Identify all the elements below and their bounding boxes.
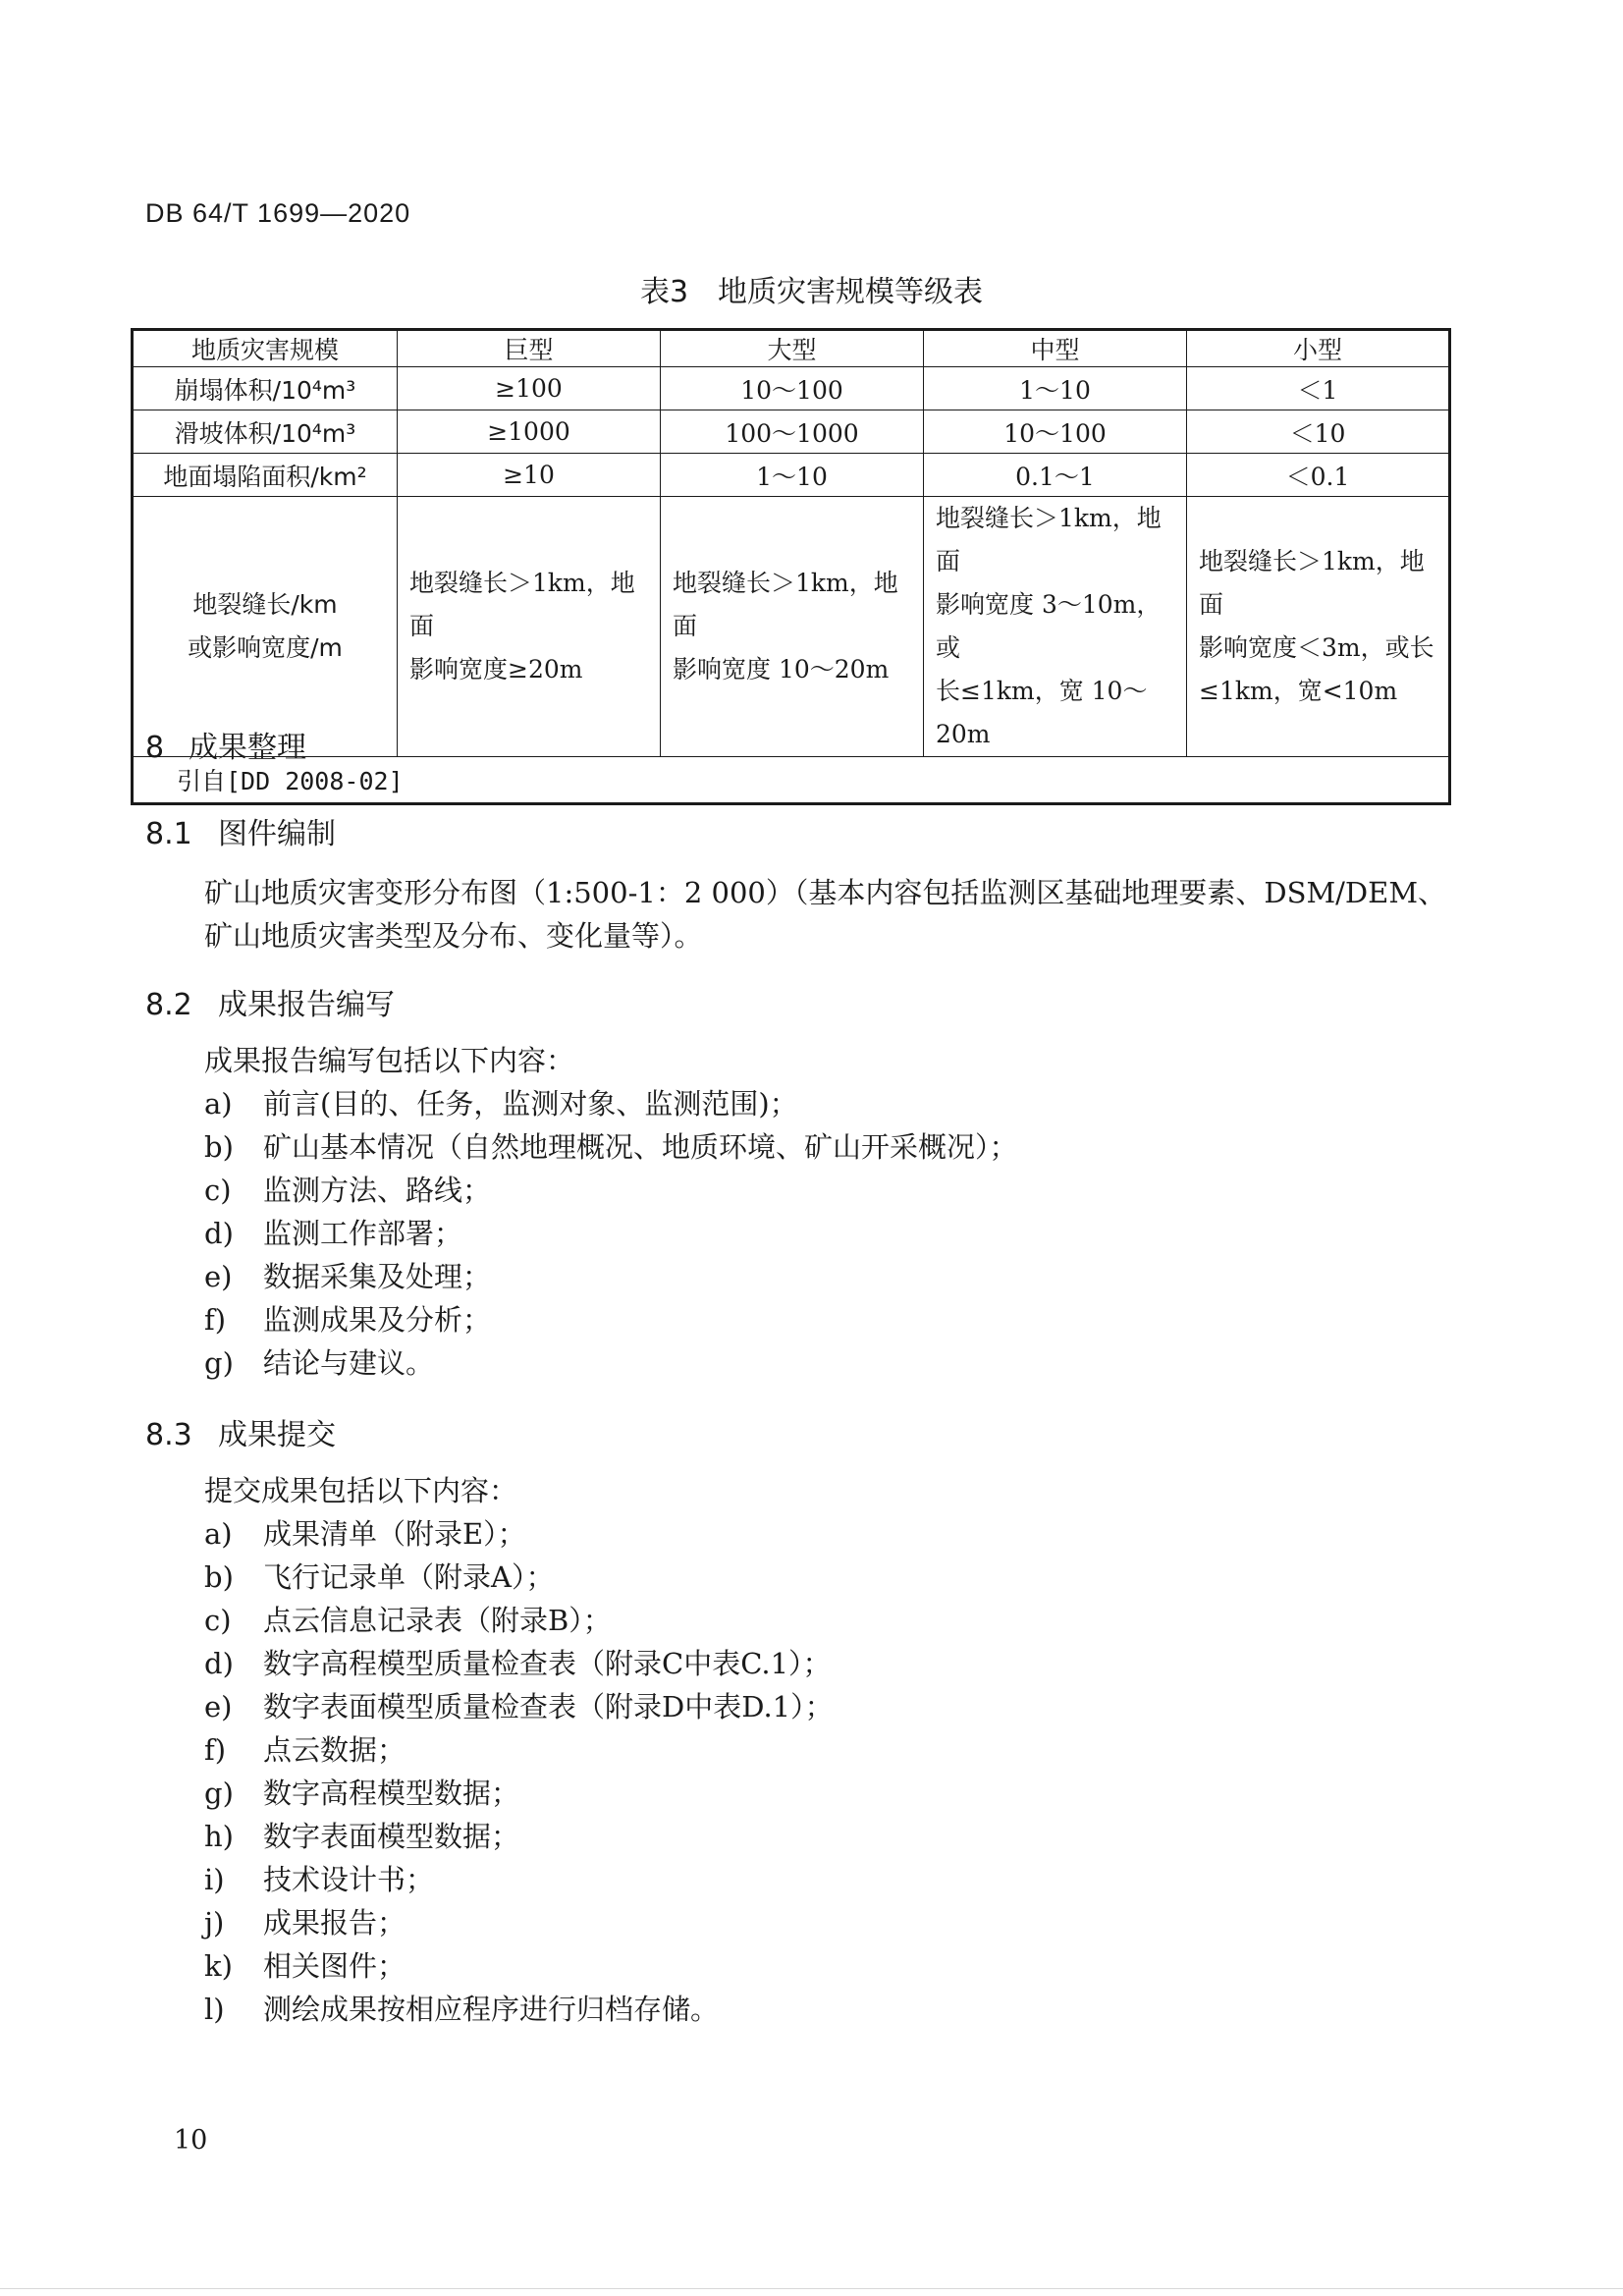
list-item [204, 1685, 834, 1728]
list-text: 相关图件； [263, 1949, 406, 1983]
table-cell: ＜10 [1187, 410, 1450, 454]
section-8-1-heading [145, 809, 336, 852]
list-item [204, 1255, 1018, 1298]
row-label: 地面塌陷面积/km² [133, 454, 398, 497]
list-label: b) [204, 1560, 234, 1594]
column-header: 地质灾害规模 [133, 330, 398, 367]
table-cell: ＜1 [1187, 367, 1450, 410]
list-item [204, 1642, 834, 1685]
list-label: j) [204, 1906, 225, 1940]
row-label-line: 或影响宽度/m [188, 633, 343, 662]
list-item [204, 1988, 834, 2031]
row-label: 崩塌体积/10⁴m³ [133, 367, 398, 410]
row-label [133, 497, 398, 757]
section-title: 成果提交 [218, 1418, 336, 1452]
cell-line: 地裂缝长＞1km，地面 [936, 504, 1162, 575]
table-cell: ≥100 [398, 367, 661, 410]
list-item [204, 1341, 1018, 1385]
page-edge-divider [0, 2288, 1623, 2289]
cell-line: 地裂缝长＞1km，地面 [409, 569, 635, 640]
list-label: e) [204, 1260, 233, 1293]
table-cell [661, 497, 924, 757]
list-label: k) [204, 1949, 233, 1983]
list-text: 监测方法、路线； [263, 1174, 492, 1207]
list-label: d) [204, 1647, 234, 1680]
table-cell: 1～10 [661, 454, 924, 497]
cell-line: 影响宽度≥20m [409, 655, 583, 683]
list-label: b) [204, 1130, 234, 1164]
list-item [204, 1728, 834, 1772]
cell-line: 影响宽度＜3m，或长 [1199, 633, 1434, 662]
list-text: 矿山基本情况（自然地理概况、地质环境、矿山开采概况）； [263, 1130, 1018, 1164]
table-cell [1187, 497, 1450, 757]
list-label: f) [204, 1303, 227, 1337]
hazard-scale-table [131, 328, 1451, 805]
document-code: DB 64/T 1699—2020 [145, 198, 411, 228]
list-label: a) [204, 1517, 233, 1551]
section-number: 8.3 [145, 1418, 192, 1452]
list-item [204, 1815, 834, 1858]
list-text: 飞行记录单（附录A）； [263, 1560, 555, 1594]
section-title: 成果整理 [189, 731, 306, 765]
list-item [204, 1556, 834, 1599]
cell-line: 地裂缝长＞1km，地面 [673, 569, 898, 640]
list-text: 数字高程模型数据； [263, 1777, 520, 1810]
row-label-line: 地裂缝长/km [192, 590, 338, 619]
section-title: 图件编制 [218, 817, 336, 851]
table-header-row [133, 330, 1450, 367]
list-item [204, 1125, 1018, 1169]
table-citation: 引自[DD 2008-02] [133, 757, 1450, 804]
list-intro: 成果报告编写包括以下内容： [204, 1044, 575, 1077]
section-title: 成果报告编写 [218, 988, 395, 1022]
list-item [204, 1212, 1018, 1255]
list-text: 数据采集及处理； [263, 1260, 492, 1293]
list-label: c) [204, 1174, 232, 1207]
list-intro: 提交成果包括以下内容： [204, 1474, 518, 1507]
list-label: a) [204, 1087, 233, 1121]
list-text: 点云数据； [263, 1733, 406, 1767]
cell-line: ≤1km，宽<10m [1199, 677, 1398, 705]
table-cell [398, 497, 661, 757]
list-text: 测绘成果按相应程序进行归档存储。 [263, 1993, 720, 2026]
table-cell: 0.1～1 [924, 454, 1187, 497]
list-label: f) [204, 1733, 227, 1767]
section-number: 8.1 [145, 817, 192, 851]
list-item [204, 1169, 1018, 1212]
table-cell: 100～1000 [661, 410, 924, 454]
table-cell: ＜0.1 [1187, 454, 1450, 497]
table-row [133, 410, 1450, 454]
column-header: 小型 [1187, 330, 1450, 367]
cell-line: 影响宽度 10～20m [673, 655, 890, 683]
list-text: 数字表面模型质量检查表（附录D中表D.1）； [263, 1690, 834, 1723]
section-8-3-list [204, 1469, 834, 2031]
section-8-2-heading [145, 980, 395, 1023]
table-cell [924, 497, 1187, 757]
row-label: 滑坡体积/10⁴m³ [133, 410, 398, 454]
list-text: 结论与建议。 [263, 1346, 435, 1380]
list-text: 点云信息记录表（附录B）； [263, 1604, 612, 1637]
list-item [204, 1512, 834, 1556]
list-text: 数字表面模型数据； [263, 1820, 520, 1853]
section-8-3-heading [145, 1410, 336, 1453]
list-item [204, 1082, 1018, 1125]
list-item [204, 1298, 1018, 1341]
table-cell: ≥10 [398, 454, 661, 497]
cell-line: 影响宽度 3～10m，或 [936, 590, 1162, 662]
list-item [204, 1772, 834, 1815]
list-label: g) [204, 1777, 234, 1810]
list-text: 成果报告； [263, 1906, 406, 1940]
list-label: c) [204, 1604, 232, 1637]
list-text: 监测工作部署； [263, 1217, 463, 1250]
list-label: e) [204, 1690, 233, 1723]
list-text: 成果清单（附录E）； [263, 1517, 526, 1551]
page-number: 10 [174, 2125, 208, 2156]
table-row [133, 454, 1450, 497]
section-8-1-body [145, 871, 1451, 957]
section-8-2-list [204, 1039, 1018, 1385]
section-8-heading [145, 723, 306, 766]
column-header: 大型 [661, 330, 924, 367]
list-label: i) [204, 1863, 225, 1896]
list-item [204, 1944, 834, 1988]
list-label: l) [204, 1993, 225, 2026]
list-label: d) [204, 1217, 234, 1250]
body-paragraph: 矿山地质灾害变形分布图（1:500-1：2 000）（基本内容包括监测区基础地理要素、DSM/DEM、矿山地质灾害类型及分布、变化量等）。 [204, 876, 1447, 953]
column-header: 中型 [924, 330, 1187, 367]
list-item [204, 1599, 834, 1642]
table-cell: ≥1000 [398, 410, 661, 454]
table-cell: 10～100 [924, 410, 1187, 454]
table-cell: 10～100 [661, 367, 924, 410]
cell-line: 地裂缝长＞1km，地面 [1199, 547, 1425, 619]
column-header: 巨型 [398, 330, 661, 367]
section-number: 8.2 [145, 988, 192, 1022]
table-citation-row [133, 757, 1450, 804]
list-text: 前言(目的、任务，监测对象、监测范围)； [263, 1087, 798, 1121]
list-text: 数字高程模型质量检查表（附录C中表C.1）； [263, 1647, 832, 1680]
table-title: 表3 地质灾害规模等级表 [639, 275, 984, 309]
list-item [204, 1901, 834, 1944]
table-cell: 1～10 [924, 367, 1187, 410]
table-row [133, 367, 1450, 410]
cell-line: 长≤1km，宽 10～20m [936, 677, 1148, 748]
table-row [133, 497, 1450, 757]
list-text: 监测成果及分析； [263, 1303, 492, 1337]
list-item [204, 1858, 834, 1901]
list-text: 技术设计书； [263, 1863, 435, 1896]
list-label: g) [204, 1346, 234, 1380]
section-number: 8 [145, 731, 165, 765]
list-label: h) [204, 1820, 234, 1853]
